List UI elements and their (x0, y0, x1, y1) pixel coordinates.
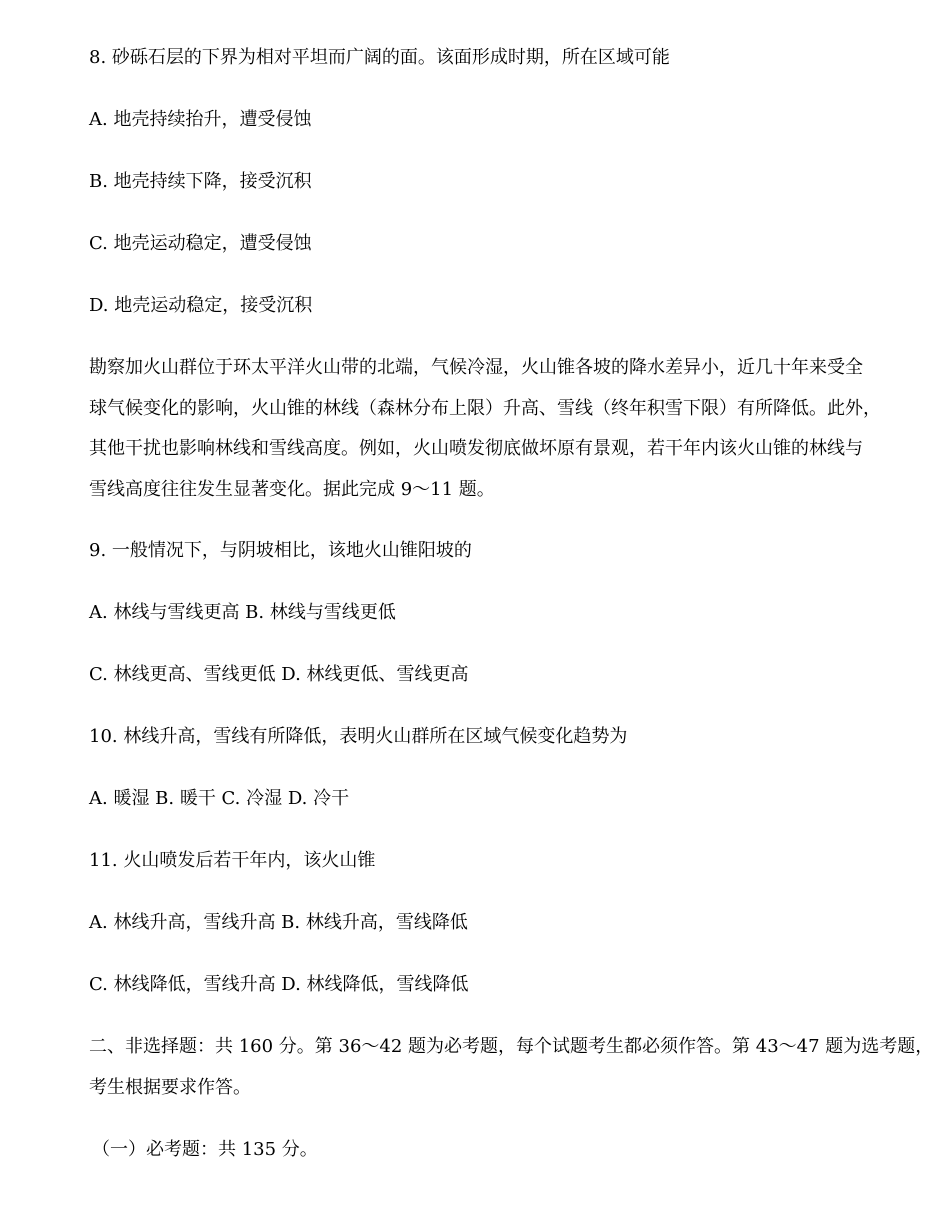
section-2-subheading: （一）必考题：共 135 分。 (92, 1139, 318, 1160)
passage-line-3: 其他干扰也影响林线和雪线高度。例如，火山喷发彻底做坏原有景观，若干年内该火山锥的林线与 (89, 438, 863, 459)
question-8-stem: 8. 砂砾石层的下界为相对平坦而广阔的面。该面形成时期，所在区域可能 (89, 47, 670, 68)
section-2-heading-line-1: 二、非选择题：共 160 分。第 36～42 题为必考题，每个试题考生都必须作答。第 43～47 题为选考题， (89, 1036, 934, 1057)
question-8-option-a: A. 地壳持续抬升，遭受侵蚀 (89, 109, 312, 130)
question-10-options: A. 暖湿 B. 暖干 C. 冷湿 D. 冷干 (89, 788, 350, 809)
question-8-option-b: B. 地壳持续下降，接受沉积 (89, 171, 312, 192)
passage-line-4: 雪线高度往往发生显著变化。据此完成 9～11 题。 (89, 479, 495, 500)
question-8-option-d: D. 地壳运动稳定，接受沉积 (89, 295, 313, 316)
question-8-option-c: C. 地壳运动稳定，遭受侵蚀 (89, 233, 312, 254)
question-10-stem: 10. 林线升高，雪线有所降低，表明火山群所在区域气候变化趋势为 (89, 726, 628, 747)
section-2-heading-line-2: 考生根据要求作答。 (89, 1077, 251, 1098)
question-11-options-ab: A. 林线升高，雪线升高 B. 林线升高，雪线降低 (89, 912, 468, 933)
passage-line-1: 勘察加火山群位于环太平洋火山带的北端，气候冷湿，火山锥各坡的降水差异小，近几十年来受全 (89, 357, 863, 378)
question-9-options-ab: A. 林线与雪线更高 B. 林线与雪线更低 (89, 602, 396, 623)
passage-line-2: 球气候变化的影响，火山锥的林线（森林分布上限）升高、雪线（终年积雪下限）有所降低。此外， (89, 398, 881, 419)
question-9-options-cd: C. 林线更高、雪线更低 D. 林线更低、雪线更高 (89, 664, 469, 685)
question-9-stem: 9. 一般情况下，与阴坡相比，该地火山锥阳坡的 (89, 540, 472, 561)
question-11-stem: 11. 火山喷发后若干年内，该火山锥 (89, 850, 376, 871)
question-11-options-cd: C. 林线降低，雪线升高 D. 林线降低，雪线降低 (89, 974, 469, 995)
